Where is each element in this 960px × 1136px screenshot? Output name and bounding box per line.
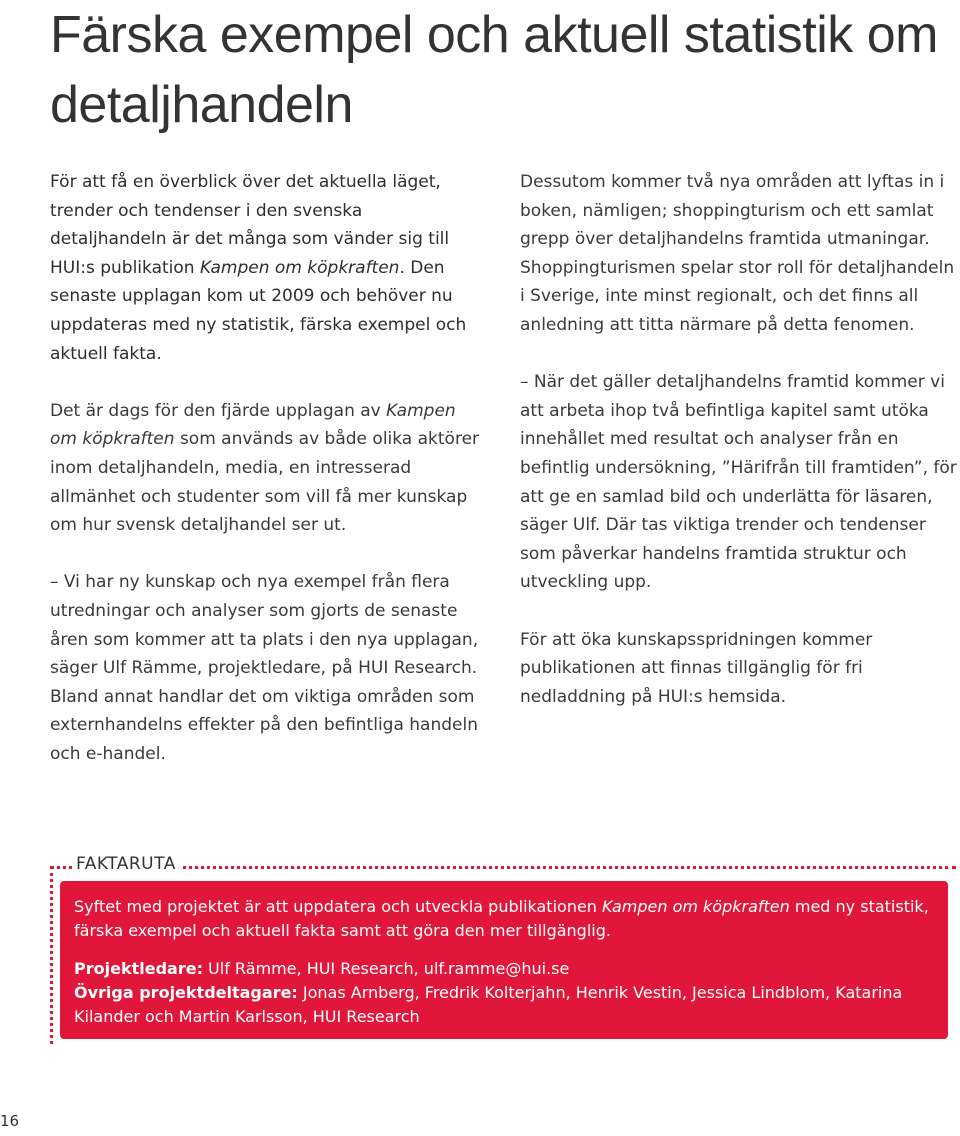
body-paragraph: Det är dags för den fjärde upplagan av Kampen om köpkraften som används av både olika aktörer inom detaljhandeln, media, en intresserad allmänhet och studenter som vill få mer kunskap om hur svensk detaljhandel ser ut. — [50, 400, 480, 536]
faktaruta-info — [74, 957, 934, 1029]
publication-title: Kampen om köpkraften — [199, 257, 400, 278]
page-title: Färska exempel och aktuell statistik om detaljhandeln — [50, 6, 938, 134]
project-leader: Projektledare: Ulf Rämme, HUI Research, ulf.ramme@hui.se — [74, 959, 570, 978]
publication-title: Kampen om köpkraften — [602, 897, 790, 916]
project-members: Övriga projektdeltagare: Jonas Arnberg, Fredrik Kolterjahn, Henrik Vestin, Jessica Lindblom, Katarina Kilander och Martin Karlsson, HUI Research — [74, 983, 903, 1026]
body-paragraph: Dessutom kommer två nya områden att lyftas in i boken, nämligen; shoppingturism och ett samlat grepp över detaljhandelns framtida utmaningar. Shoppingturismen spelar stor roll för detaljhandeln i Sverige, inte minst regionalt, och det finns all anledning att titta närmare på detta fenomen. — [520, 172, 955, 335]
left-column — [50, 168, 480, 797]
faktaruta-purpose: Syftet med projektet är att uppdatera och utveckla publikationen Kampen om köpkraften med ny statistik, färska exempel och aktuell fakta samt att göra den mer tillgänglig. — [74, 897, 929, 940]
faktaruta-label: FAKTARUTA — [72, 854, 180, 874]
body-paragraph: För att öka kunskapsspridningen kommer publikationen att finnas tillgänglig för fri nedladdning på HUI:s hemsida. — [520, 629, 873, 707]
quote-paragraph: – När det gäller detaljhandelns framtid kommer vi att arbeta ihop två befintliga kapitel samt utöka innehållet med resultat och analyser från en befintlig undersökning, ”Härifrån till framtiden”, för att ge en samlad bild och underlätta för läsaren, säger Ulf. Där tas viktiga trender och tendenser som påverkar handelns framtida struktur och utveckling upp. — [520, 372, 957, 593]
lead-paragraph: För att få en överblick över det aktuella läget, trender och tendenser i den svenska detaljhandeln är det många som vänder sig till HUI:s publikation Kampen om köpkraften. Den senaste upplagan kom ut 2009 och behöver nu uppdateras med ny statistik, färska exempel och aktuell fakta. — [50, 172, 467, 364]
faktaruta-box — [60, 881, 948, 1039]
right-column — [520, 168, 958, 740]
quote-paragraph: – Vi har ny kunskap och nya exempel från flera utredningar och analyser som gjorts de senaste åren som kommer att ta plats i den nya upplagan, säger Ulf Rämme, projektledare, på HUI Research. Bland annat handlar det om viktiga områden som externhandelns effekter på den befintliga handeln och e-handel. — [50, 572, 479, 764]
publication-title: Kampen om köpkraften — [50, 400, 456, 450]
page-number: 16 — [0, 1112, 20, 1130]
